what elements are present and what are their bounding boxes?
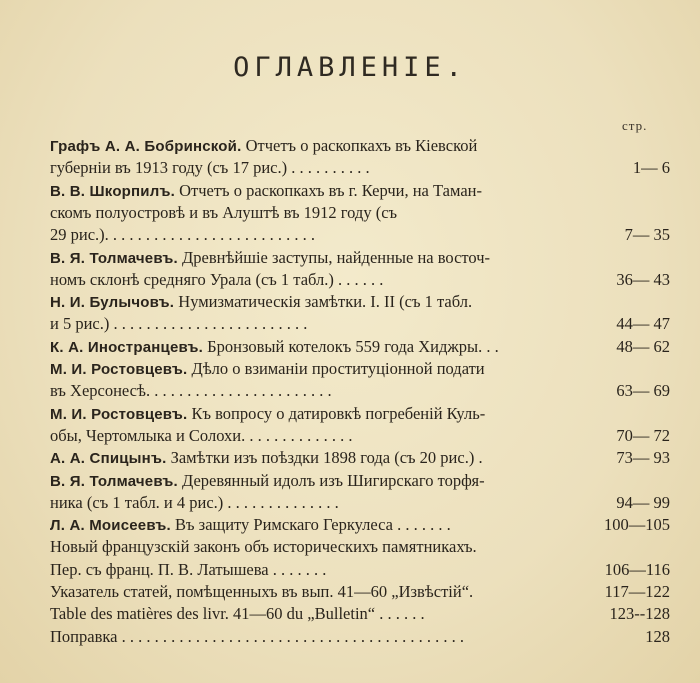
entry-title-line: Дѣло о взиманіи проституціонной подати bbox=[191, 359, 485, 378]
toc-line bbox=[50, 536, 670, 558]
toc-line bbox=[50, 403, 670, 425]
toc-line bbox=[50, 380, 670, 402]
entry-pages: 48— 62 bbox=[616, 336, 670, 356]
entry-pages: 44— 47 bbox=[616, 314, 670, 334]
entry-title-line: Table des matières des livr. 41—60 du „Bulletin“ . . . . . . bbox=[50, 604, 425, 624]
toc-line bbox=[50, 291, 670, 313]
entry-pages: 123--128 bbox=[609, 604, 670, 624]
entry-author: В. В. Шкорпилъ. bbox=[50, 182, 175, 200]
entry-title-line: Древнѣйшіе заступы, найденные на восточ- bbox=[182, 247, 491, 267]
entry-author: К. А. Иностранцевъ. bbox=[50, 338, 204, 356]
entry-pages: 63— 69 bbox=[616, 381, 670, 401]
entry-title-line: губерніи въ 1913 году (съ 17 рис.) . . . . . . . . . . bbox=[50, 158, 370, 178]
toc-line bbox=[50, 425, 670, 447]
entry-title-line: Новый французскій законъ объ историческихъ памятникахъ. bbox=[50, 537, 477, 557]
entry-title-line: и 5 рис.) . . . . . . . . . . . . . . . . . . . . . . . . bbox=[50, 314, 308, 334]
entry-author: Графъ А. А. Бобринской. bbox=[50, 138, 242, 155]
entry-title-line: Отчетъ о раскопкахъ въ г. Керчи, на Таман- bbox=[179, 180, 482, 200]
entry-title-line: Указатель статей, помѣщенныхъ въ вып. 41—60 „Извѣстій“. bbox=[50, 582, 474, 601]
entry-title-line: номъ склонѣ средняго Урала (съ 1 табл.) . . . . . . bbox=[50, 269, 384, 289]
entry-author: В. Я. Толмачевъ. bbox=[50, 472, 178, 490]
entry-title-line: Въ защиту Римскаго Геркулеса . . . . . . . bbox=[175, 515, 451, 535]
entry-pages: 100—105 bbox=[604, 515, 670, 535]
toc-line bbox=[50, 247, 670, 269]
entry-title-line: Къ вопросу о датировкѣ погребеній Куль- bbox=[191, 403, 486, 423]
entry-pages: 1— 6 bbox=[632, 158, 670, 178]
entry-author: М. И. Ростовцевъ. bbox=[50, 405, 188, 423]
toc-line bbox=[50, 202, 670, 224]
entry-pages: 117—122 bbox=[604, 582, 670, 601]
toc-line bbox=[50, 626, 670, 648]
entry-title-line: Замѣтки изъ поѣздки 1898 года (съ 20 рис.) . bbox=[170, 448, 483, 468]
entry-author: А. А. Спицынъ. bbox=[50, 450, 167, 468]
toc-line bbox=[50, 135, 670, 157]
entry-title-line: Отчетъ о раскопкахъ въ Кіевской bbox=[245, 136, 478, 155]
entry-title-line: Нумизматическія замѣтки. I. II (съ 1 табл. bbox=[178, 292, 473, 312]
entry-pages: 7— 35 bbox=[624, 225, 670, 245]
entry-title-line: Пер. съ франц. П. В. Латышева . . . . . . . bbox=[50, 559, 327, 579]
page-title: ОГЛАВЛЕНІЕ. bbox=[233, 52, 467, 83]
toc-line bbox=[50, 603, 670, 625]
toc-line bbox=[50, 559, 670, 581]
toc-line bbox=[50, 492, 670, 514]
toc-line bbox=[50, 447, 670, 469]
entry-pages: 128 bbox=[645, 626, 670, 646]
entry-pages: 73— 93 bbox=[616, 448, 670, 468]
toc-line bbox=[50, 269, 670, 291]
toc-line bbox=[50, 514, 670, 536]
toc-line bbox=[50, 180, 670, 202]
entry-author: М. И. Ростовцевъ. bbox=[50, 361, 188, 378]
entry-author: Н. И. Булычовъ. bbox=[50, 294, 175, 312]
entry-author: Л. А. Моисеевъ. bbox=[50, 517, 171, 535]
entry-pages: 106—116 bbox=[604, 559, 670, 579]
entry-title-line: Бронзовый котелокъ 559 года Хиджры. . . bbox=[207, 336, 499, 356]
entry-title-line: 29 рис.). . . . . . . . . . . . . . . . . . . . . . . . . . bbox=[50, 225, 316, 245]
toc-line bbox=[50, 157, 670, 179]
entry-author: В. Я. Толмачевъ. bbox=[50, 249, 178, 267]
toc-line bbox=[50, 581, 670, 603]
toc-line bbox=[50, 470, 670, 492]
page-column-label: стр. bbox=[622, 118, 648, 133]
toc-line bbox=[50, 358, 670, 380]
entry-pages: 70— 72 bbox=[616, 425, 670, 445]
entry-title-line: скомъ полуостровѣ и въ Алуштѣ въ 1912 году (съ bbox=[50, 202, 398, 222]
toc-line bbox=[50, 313, 670, 335]
entry-pages: 36— 43 bbox=[616, 269, 670, 289]
entry-title-line: обы, Чертомлыка и Солохи. . . . . . . . . . . . . . bbox=[50, 425, 353, 445]
entry-pages: 94— 99 bbox=[616, 492, 670, 512]
entry-title-line: Поправка . . . . . . . . . . . . . . . . . . . . . . . . . . . . . . . . . . . . . . . . . . bbox=[50, 626, 464, 646]
toc-line bbox=[50, 224, 670, 246]
toc-line bbox=[50, 336, 670, 358]
entry-title-line: ника (съ 1 табл. и 4 рис.) . . . . . . . . . . . . . . bbox=[50, 492, 339, 512]
entry-title-line: Деревянный идолъ изъ Шигирскаго торфя- bbox=[182, 470, 485, 490]
entry-title-line: въ Херсонесѣ. . . . . . . . . . . . . . . . . . . . . . . bbox=[50, 381, 332, 401]
